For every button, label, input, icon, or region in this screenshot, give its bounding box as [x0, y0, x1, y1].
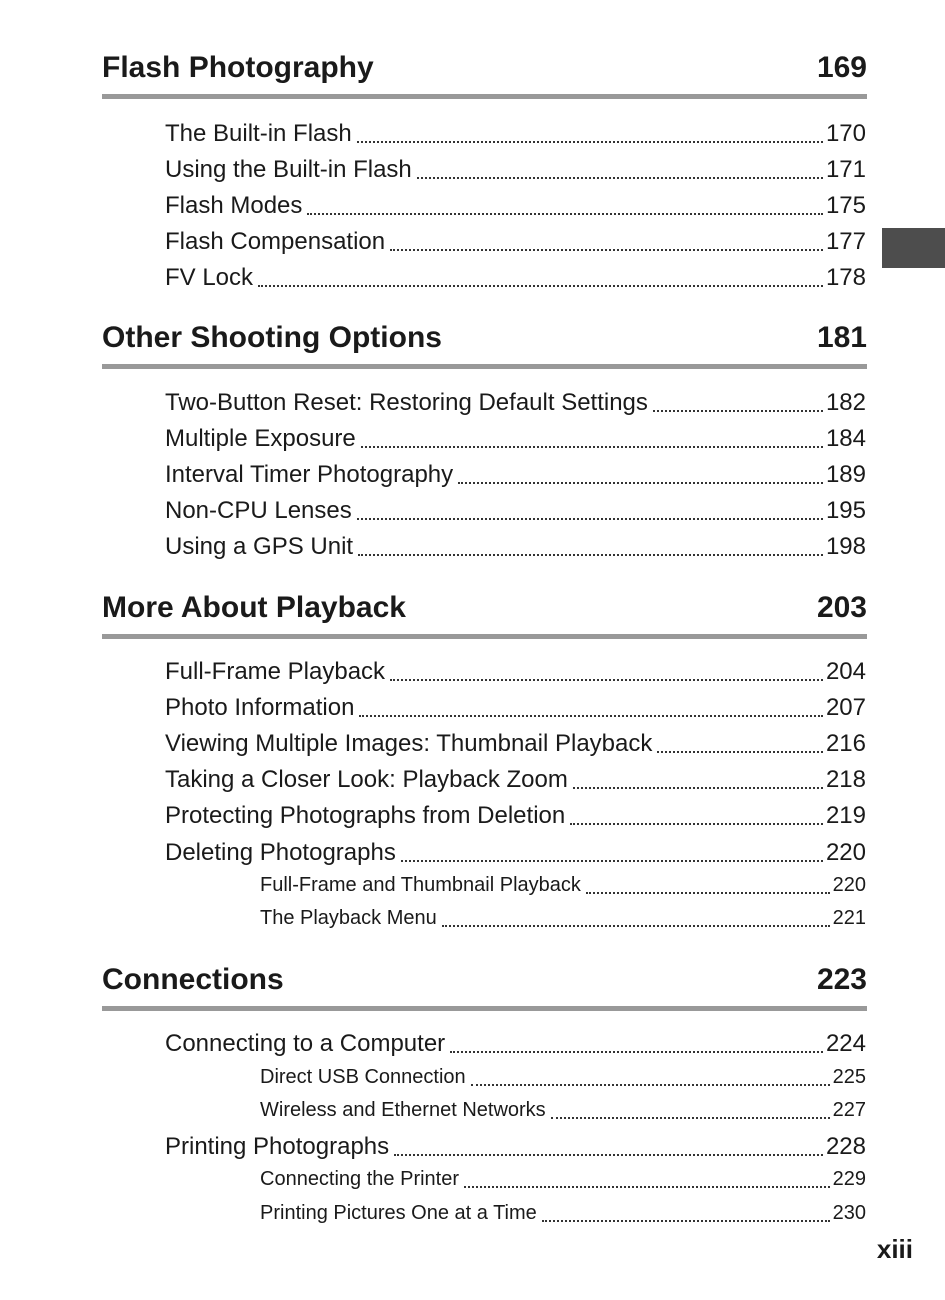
- dot-leader: [570, 823, 823, 825]
- toc-entry-page: 189: [825, 461, 866, 488]
- toc-subentry-label: Full-Frame and Thumbnail Playback: [260, 874, 581, 896]
- section-title: More About Playback: [102, 591, 406, 624]
- section-title: Other Shooting Options: [102, 321, 442, 354]
- toc-entry-page: 224: [825, 1030, 866, 1057]
- section-header: [102, 46, 867, 99]
- toc-entry-label: Photo Information: [165, 694, 355, 721]
- toc-entry-label: Multiple Exposure: [165, 425, 356, 452]
- toc-entry[interactable]: [165, 188, 866, 224]
- section-page-number: 223: [816, 963, 867, 996]
- toc-entry-page: 178: [825, 264, 866, 291]
- toc-entry-page: 228: [825, 1133, 866, 1160]
- dot-leader: [359, 715, 823, 717]
- toc-entry[interactable]: [165, 116, 866, 152]
- toc-entry-label: Two-Button Reset: Restoring Default Settings: [165, 389, 648, 416]
- toc-entry-label: Flash Compensation: [165, 228, 386, 255]
- toc-entry[interactable]: [165, 421, 866, 457]
- toc-entry[interactable]: [165, 726, 866, 762]
- dot-leader: [458, 482, 823, 484]
- page-number: xiii: [876, 1234, 913, 1264]
- toc-entry[interactable]: [165, 654, 866, 690]
- dot-leader: [586, 892, 830, 894]
- toc-entry-label: Viewing Multiple Images: Thumbnail Playback: [165, 730, 653, 757]
- toc-entry-page: 177: [825, 228, 866, 255]
- toc-entry-label: FV Lock: [165, 264, 254, 291]
- dot-leader: [258, 285, 823, 287]
- toc-entry-label: Flash Modes: [165, 192, 303, 219]
- toc-entry-label: Printing Photographs: [165, 1133, 390, 1160]
- toc-entry-page: 204: [825, 658, 866, 685]
- dot-leader: [417, 177, 823, 179]
- toc-entry-page: 219: [825, 802, 866, 829]
- toc-entry-label: Full-Frame Playback: [165, 658, 386, 685]
- dot-leader: [450, 1051, 823, 1053]
- section-page-number: 203: [816, 591, 867, 624]
- section-page-number: 169: [816, 51, 867, 84]
- toc-entry-page: 171: [825, 156, 866, 183]
- chapter-thumb-tab: [882, 228, 945, 268]
- toc-subentry[interactable]: [260, 1197, 866, 1230]
- dot-leader: [390, 249, 823, 251]
- toc-entry-page: 182: [825, 389, 866, 416]
- toc-entry-label: Using a GPS Unit: [165, 533, 354, 560]
- toc-subentry-label: The Playback Menu: [260, 907, 437, 929]
- toc-entry-page: 195: [825, 497, 866, 524]
- toc-subentry-page: 230: [832, 1202, 866, 1224]
- toc-entry-page: 170: [825, 120, 866, 147]
- toc-entry-page: 218: [825, 766, 866, 793]
- toc-entry[interactable]: [165, 457, 866, 493]
- toc-entry-page: 175: [825, 192, 866, 219]
- section-header: [102, 586, 867, 639]
- dot-leader: [442, 925, 830, 927]
- toc-entry-page: 207: [825, 694, 866, 721]
- dot-leader: [401, 860, 823, 862]
- dot-leader: [307, 213, 823, 215]
- toc-subentry-page: 225: [832, 1066, 866, 1088]
- toc-subentry-label: Printing Pictures One at a Time: [260, 1202, 537, 1224]
- toc-entry-page: 220: [825, 839, 866, 866]
- toc-entry-label: Protecting Photographs from Deletion: [165, 802, 566, 829]
- section-title: Flash Photography: [102, 51, 374, 84]
- toc-entry-label: Deleting Photographs: [165, 839, 396, 866]
- toc-entry[interactable]: [165, 385, 866, 421]
- dot-leader: [361, 446, 823, 448]
- dot-leader: [542, 1220, 830, 1222]
- toc-entry-label: Taking a Closer Look: Playback Zoom: [165, 766, 568, 793]
- section-title: Connections: [102, 963, 284, 996]
- dot-leader: [653, 410, 823, 412]
- dot-leader: [394, 1154, 823, 1156]
- toc-entry-page: 198: [825, 533, 866, 560]
- toc-entry[interactable]: [165, 260, 866, 296]
- toc-entry-label: Non-CPU Lenses: [165, 497, 352, 524]
- toc-entry[interactable]: [165, 762, 866, 798]
- toc-subentry[interactable]: [260, 902, 866, 935]
- toc-subentry[interactable]: [260, 1094, 866, 1127]
- toc-entry-label: Connecting to a Computer: [165, 1030, 446, 1057]
- toc-subentry-label: Connecting the Printer: [260, 1168, 460, 1190]
- toc-subentry-page: 229: [832, 1168, 866, 1190]
- section-header: [102, 316, 867, 369]
- dot-leader: [573, 787, 823, 789]
- toc-entry-label: The Built-in Flash: [165, 120, 352, 147]
- toc-entry[interactable]: [165, 493, 866, 529]
- toc-entry[interactable]: [165, 835, 866, 871]
- toc-subentry-label: Wireless and Ethernet Networks: [260, 1099, 546, 1121]
- toc-subentry-page: 221: [832, 907, 866, 929]
- toc-entry-page: 216: [825, 730, 866, 757]
- toc-subentry[interactable]: [260, 1061, 866, 1094]
- section-page-number: 181: [816, 321, 867, 354]
- toc-entry[interactable]: [165, 529, 866, 565]
- section-header: [102, 958, 867, 1011]
- dot-leader: [358, 554, 823, 556]
- toc-subentry-page: 220: [832, 874, 866, 896]
- dot-leader: [390, 679, 823, 681]
- toc-entry[interactable]: [165, 798, 866, 834]
- toc-subentry[interactable]: [260, 869, 866, 902]
- toc-entry[interactable]: [165, 152, 866, 188]
- toc-subentry[interactable]: [260, 1163, 866, 1196]
- toc-subentry-page: 227: [832, 1099, 866, 1121]
- dot-leader: [471, 1084, 830, 1086]
- dot-leader: [357, 141, 823, 143]
- dot-leader: [551, 1117, 830, 1119]
- dot-leader: [357, 518, 823, 520]
- dot-leader: [657, 751, 823, 753]
- dot-leader: [464, 1186, 830, 1188]
- toc-entry[interactable]: [165, 1026, 866, 1062]
- toc-entry[interactable]: [165, 224, 866, 260]
- toc-entry[interactable]: [165, 1129, 866, 1165]
- toc-entry-label: Using the Built-in Flash: [165, 156, 412, 183]
- toc-entry-label: Interval Timer Photography: [165, 461, 454, 488]
- toc-subentry-label: Direct USB Connection: [260, 1066, 466, 1088]
- toc-entry-page: 184: [825, 425, 866, 452]
- toc-entry[interactable]: [165, 690, 866, 726]
